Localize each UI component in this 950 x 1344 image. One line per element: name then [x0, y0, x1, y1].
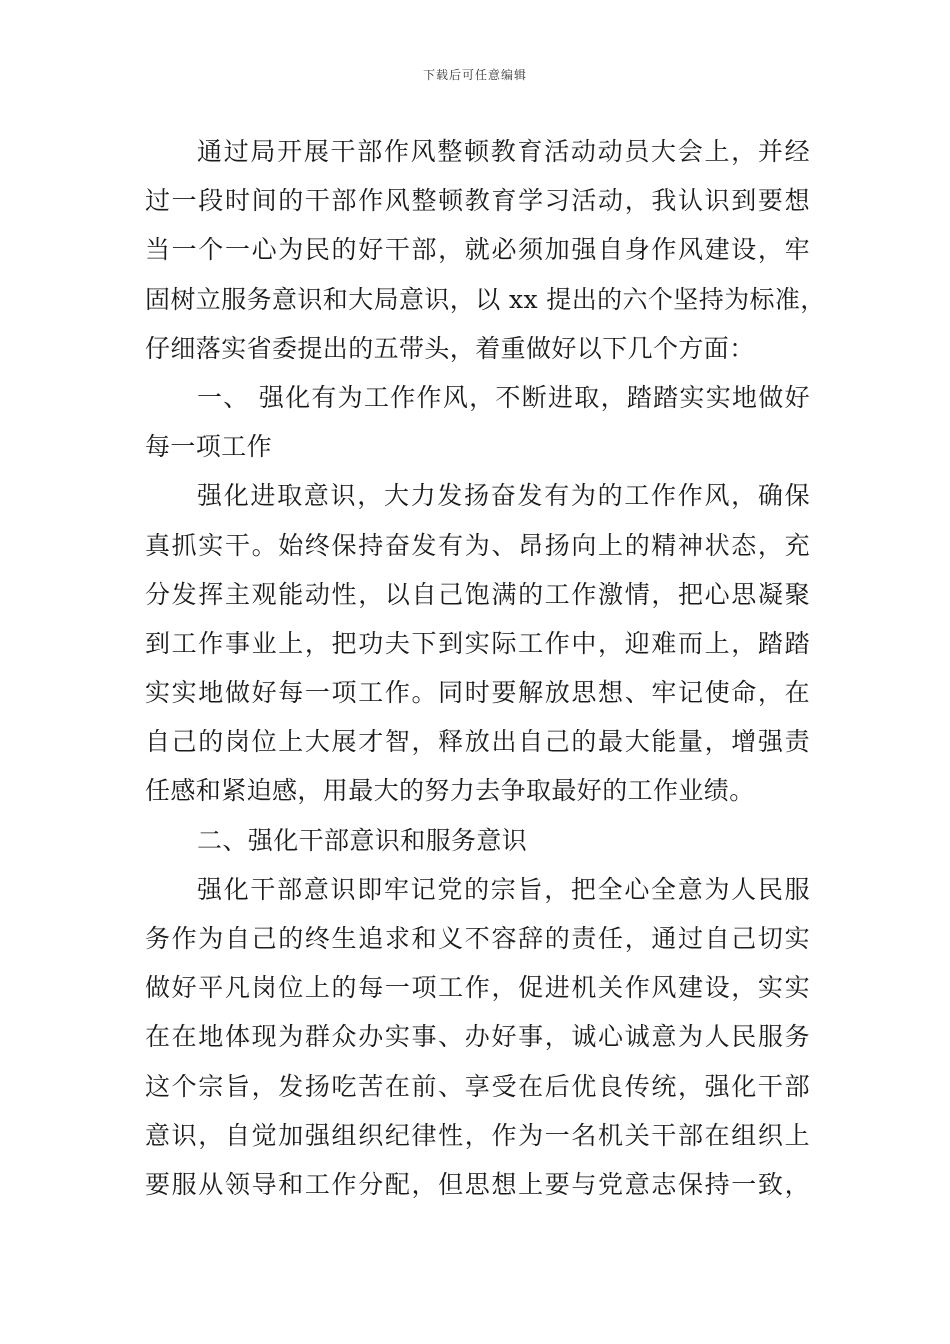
text-line: 这个宗旨，发扬吃苦在前、享受在后优良传统，强化干部: [145, 1071, 810, 1101]
text-line: 强化进取意识，大力发扬奋发有为的工作作风，确保: [197, 481, 810, 511]
text-line: 真抓实干。始终保持奋发有为、昂扬向上的精神状态，充: [145, 530, 810, 560]
document-body: [145, 127, 826, 1209]
text-line: 在在地体现为群众办实事、办好事，诚心诚意为人民服务: [145, 1022, 810, 1052]
section-heading-1-cont: 每一项工作: [145, 432, 273, 462]
text-line: 到工作事业上，把功夫下到实际工作中，迎难而上，踏踏: [145, 628, 810, 658]
text-line: 实实地做好每一项工作。同时要解放思想、牢记使命，在: [145, 678, 810, 708]
text-line: 仔细落实省委提出的五带头，着重做好以下几个方面：: [145, 333, 755, 363]
text-line: 强化干部意识即牢记党的宗旨，把全心全意为人民服: [197, 874, 810, 904]
text-line: 过一段时间的干部作风整顿教育学习活动，我认识到要想: [145, 186, 810, 216]
text-line: 意识，自觉加强组织纪律性，作为一名机关干部在组织上: [145, 1120, 810, 1150]
section-heading-1: 一、 强化有为工作作风，不断进取，踏踏实实地做好: [197, 382, 810, 412]
page-header-note: 下载后可任意编辑: [422, 68, 527, 82]
text-line: 通过局开展干部作风整顿教育活动动员大会上，并经: [197, 137, 810, 166]
text-line: 务作为自己的终生追求和义不容辞的责任，通过自己切实: [145, 924, 810, 953]
text-line: 分发挥主观能动性，以自己饱满的工作激情，把心思凝聚: [145, 579, 810, 609]
text-line: 要服从领导和工作分配，但思想上要与党意志保持一致，: [145, 1169, 810, 1199]
section-heading-2: 二、强化干部意识和服务意识: [197, 825, 528, 855]
text-line: 当一个一心为民的好干部，就必须加强自身作风建设，牢: [145, 235, 810, 265]
text-line: 固树立服务意识和大局意识，以 xx 提出的六个坚持为标准，: [145, 284, 826, 314]
text-line: 自己的岗位上大展才智，释放出自己的最大能量，增强责: [145, 727, 810, 757]
text-line: 任感和紧迫感，用最大的努力去争取最好的工作业绩。: [145, 776, 755, 806]
text-line: 做好平凡岗位上的每一项工作，促进机关作风建设，实实: [145, 973, 810, 1003]
